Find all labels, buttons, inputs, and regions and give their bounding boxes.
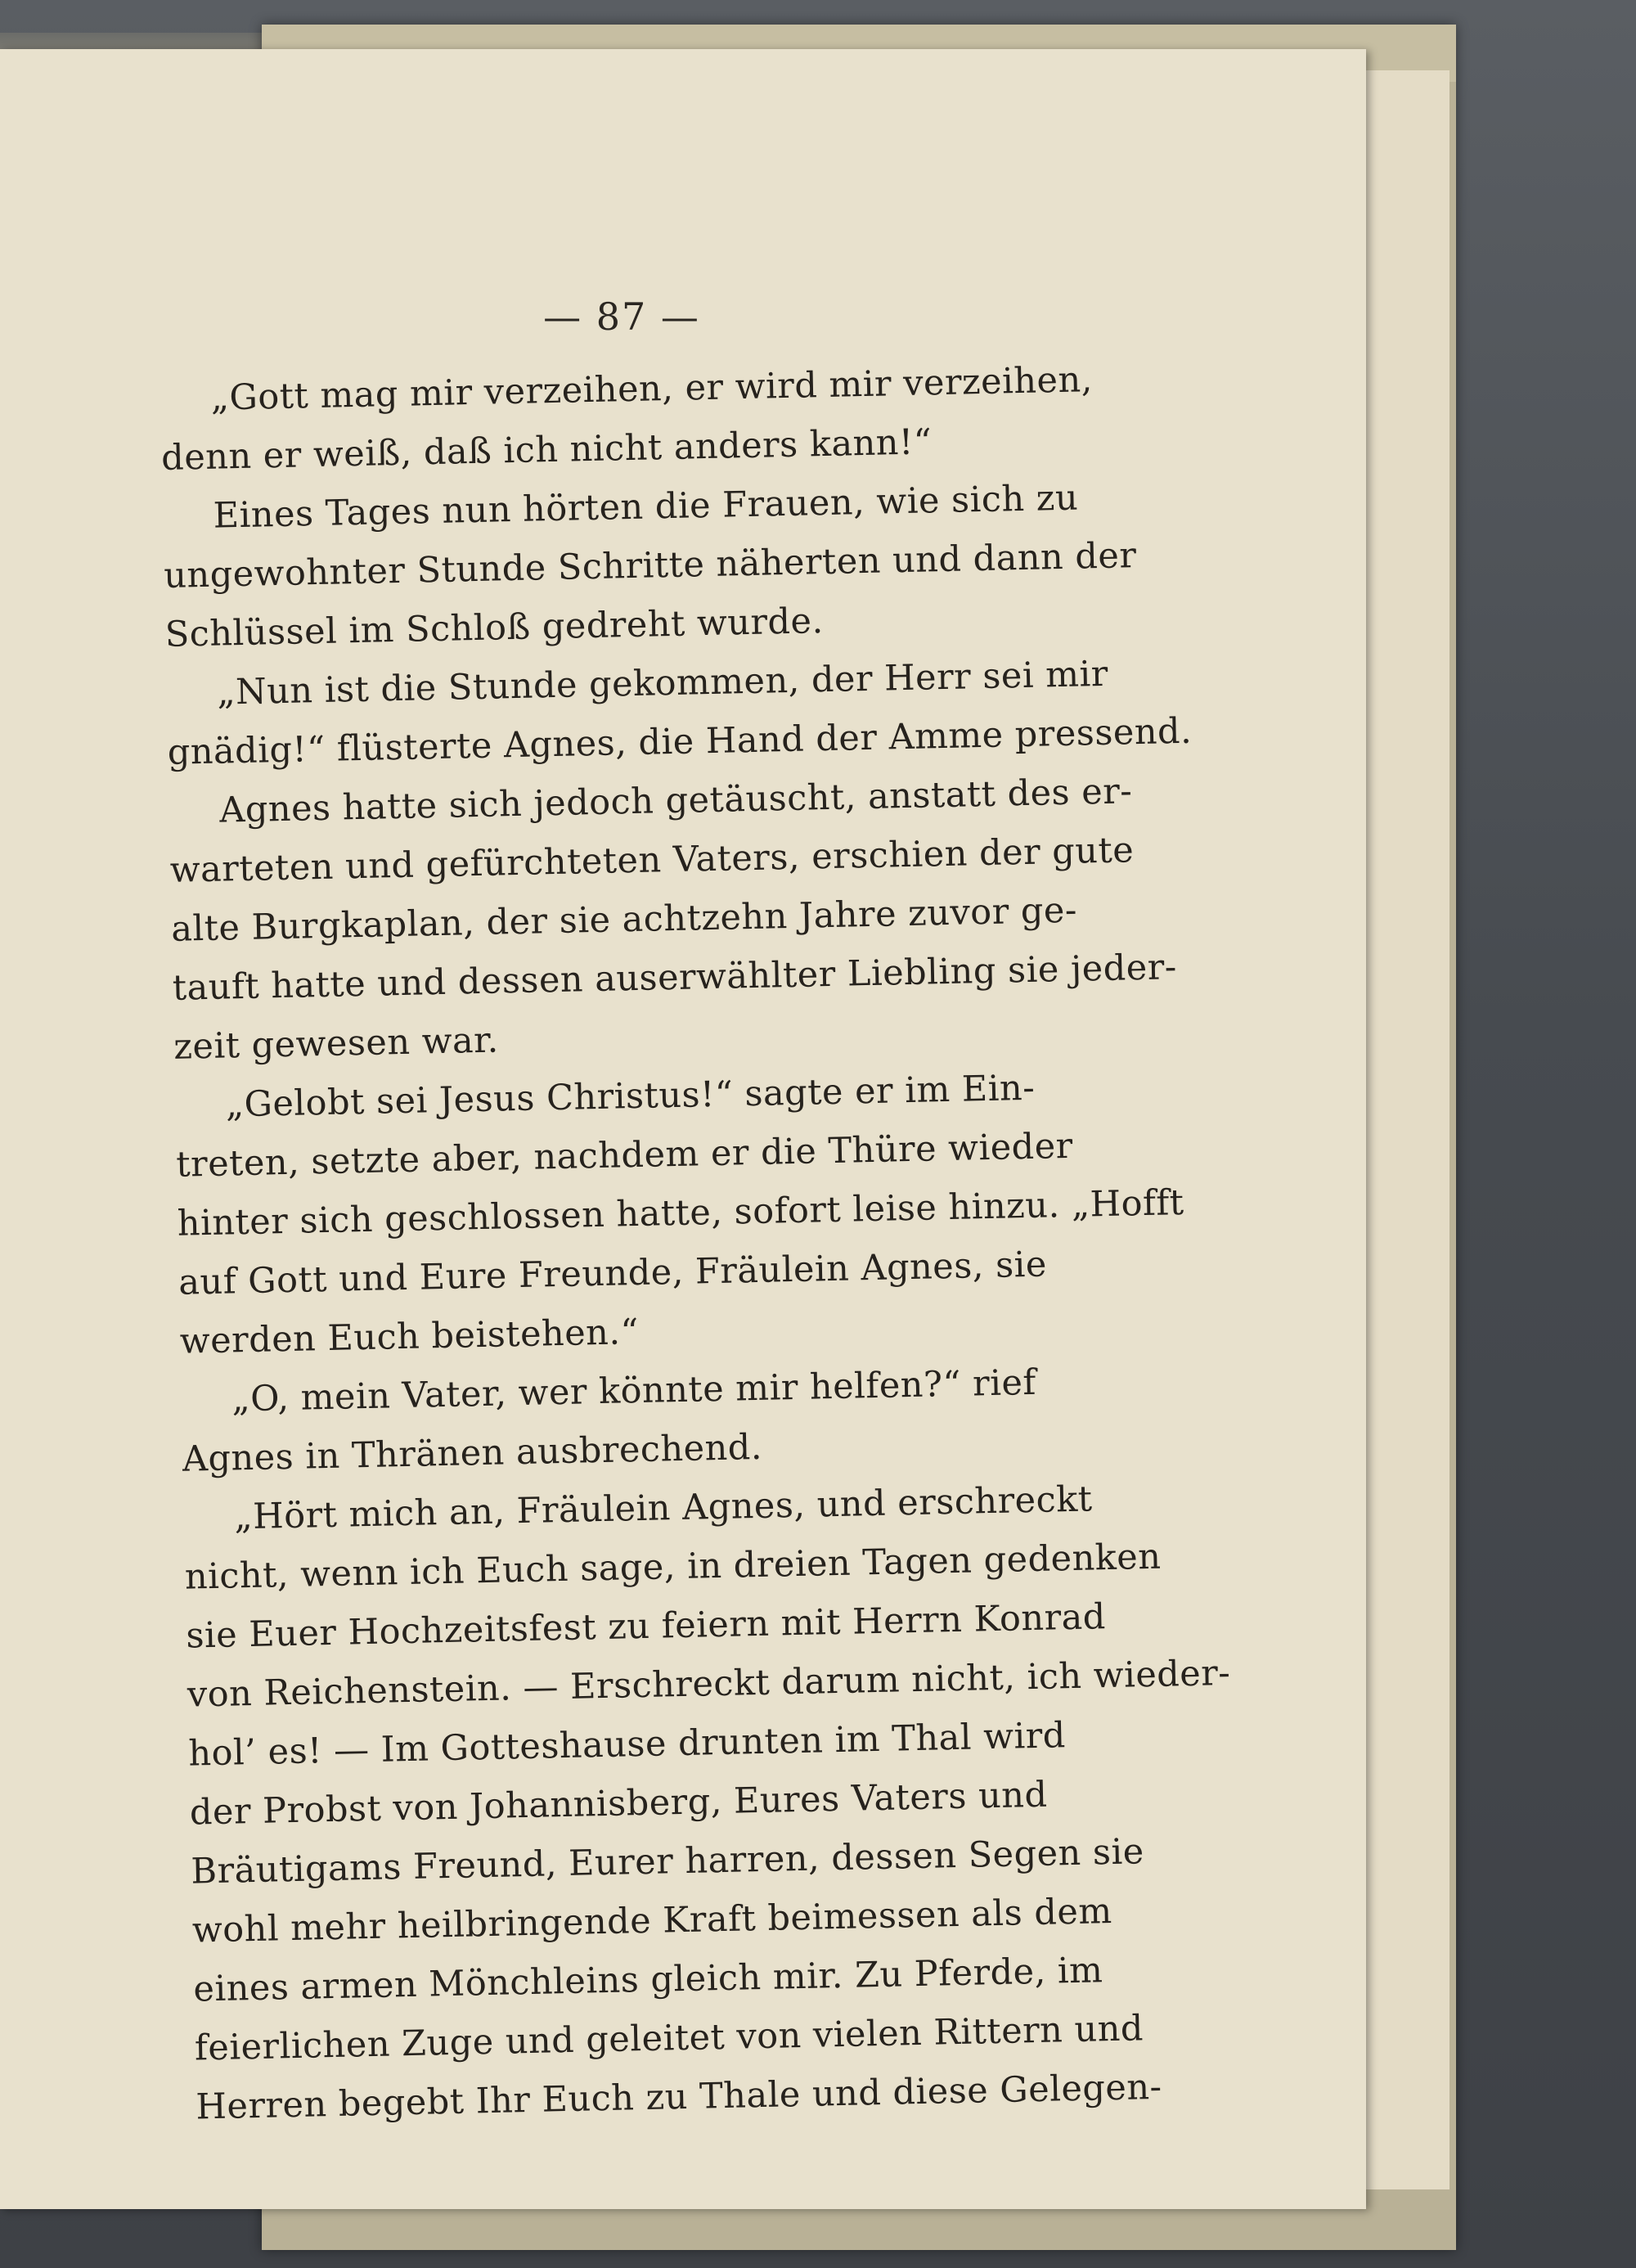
text-line: Schlüssel im Schloß gedreht wurde. xyxy=(164,601,825,655)
page-stack-edge xyxy=(1433,70,1449,2189)
text-line: auf Gott und Eure Freunde, Fräulein Agnes, sie xyxy=(178,1244,1048,1303)
text-line: nicht, wenn ich Euch sage, in dreien Tagen gedenken xyxy=(184,1536,1162,1598)
text-line: wohl mehr heilbringende Kraft beimessen als dem xyxy=(191,1891,1113,1951)
text-line: hol’ es! — Im Gotteshause drunten im Thal wird xyxy=(187,1715,1067,1775)
text-line: warteten und gefürchteten Vaters, erschien der gute xyxy=(169,830,1135,891)
text-line: alte Burgkaplan, der sie achtzehn Jahre zuvor ge- xyxy=(170,889,1078,950)
text-line: „Gott mag mir verzeihen, er wird mir verzeihen, xyxy=(210,359,1094,419)
text-line: treten, setzte aber, nachdem er die Thüre wieder xyxy=(175,1125,1074,1186)
text-line: denn er weiß, daß ich nicht anders kann!“ xyxy=(160,421,933,479)
page-stack-edge xyxy=(1389,70,1405,2189)
text-line: Bräutigams Freund, Eurer harren, dessen Segen sie xyxy=(190,1831,1145,1892)
body-text xyxy=(160,349,1231,2136)
text-line: von Reichenstein. — Erschreckt darum nicht, ich wieder- xyxy=(187,1652,1231,1716)
text-line: Agnes in Thränen ausbrechend. xyxy=(182,1426,763,1480)
text-line: gnädig!“ flüsterte Agnes, die Hand der Amme pressend. xyxy=(167,710,1193,773)
text-line: zeit gewesen war. xyxy=(173,1019,500,1068)
text-line: tauft hatte und dessen auserwählter Liebling sie jeder- xyxy=(172,947,1178,1009)
text-line: eines armen Mönchleins gleich mir. Zu Pferde, im xyxy=(192,1950,1103,2010)
text-line: hinter sich geschlossen hatte, sofort leise hinzu. „Hofft xyxy=(177,1181,1185,1244)
book-page xyxy=(0,49,1366,2209)
text-line: sie Euer Hochzeitsfest zu feiern mit Herrn Konrad xyxy=(185,1596,1107,1657)
text-line: ungewohnter Stunde Schritte näherten und dann der xyxy=(163,535,1137,596)
page-stack-edge xyxy=(1418,70,1435,2189)
text-line: feierlichen Zuge und geleitet von vielen Rittern und xyxy=(194,2008,1144,2069)
text-line: „Gelobt sei Jesus Christus!“ sagte er im Ein- xyxy=(225,1067,1036,1126)
page-stack-edge xyxy=(1374,70,1391,2189)
text-line: Herren begebt Ihr Euch zu Thale und diese Gelegen- xyxy=(195,2066,1163,2128)
text-line: der Probst von Johannisberg, Eures Vaters und xyxy=(189,1774,1048,1834)
text-line: Eines Tages nun hörten die Frauen, wie sich zu xyxy=(213,477,1079,537)
text-line: „Hört mich an, Fräulein Agnes, und erschreckt xyxy=(233,1478,1094,1538)
text-line: werden Euch beistehen.“ xyxy=(179,1311,640,1362)
text-line: „O, mein Vater, wer könnte mir helfen?“ rief xyxy=(231,1361,1037,1420)
page-stack-edge xyxy=(1404,70,1420,2189)
page-number: — 87 — xyxy=(543,295,700,339)
text-line: „Nun ist die Stunde gekommen, der Herr sei mir xyxy=(216,653,1109,713)
text-line: Agnes hatte sich jedoch getäuscht, anstatt des er- xyxy=(218,771,1133,831)
